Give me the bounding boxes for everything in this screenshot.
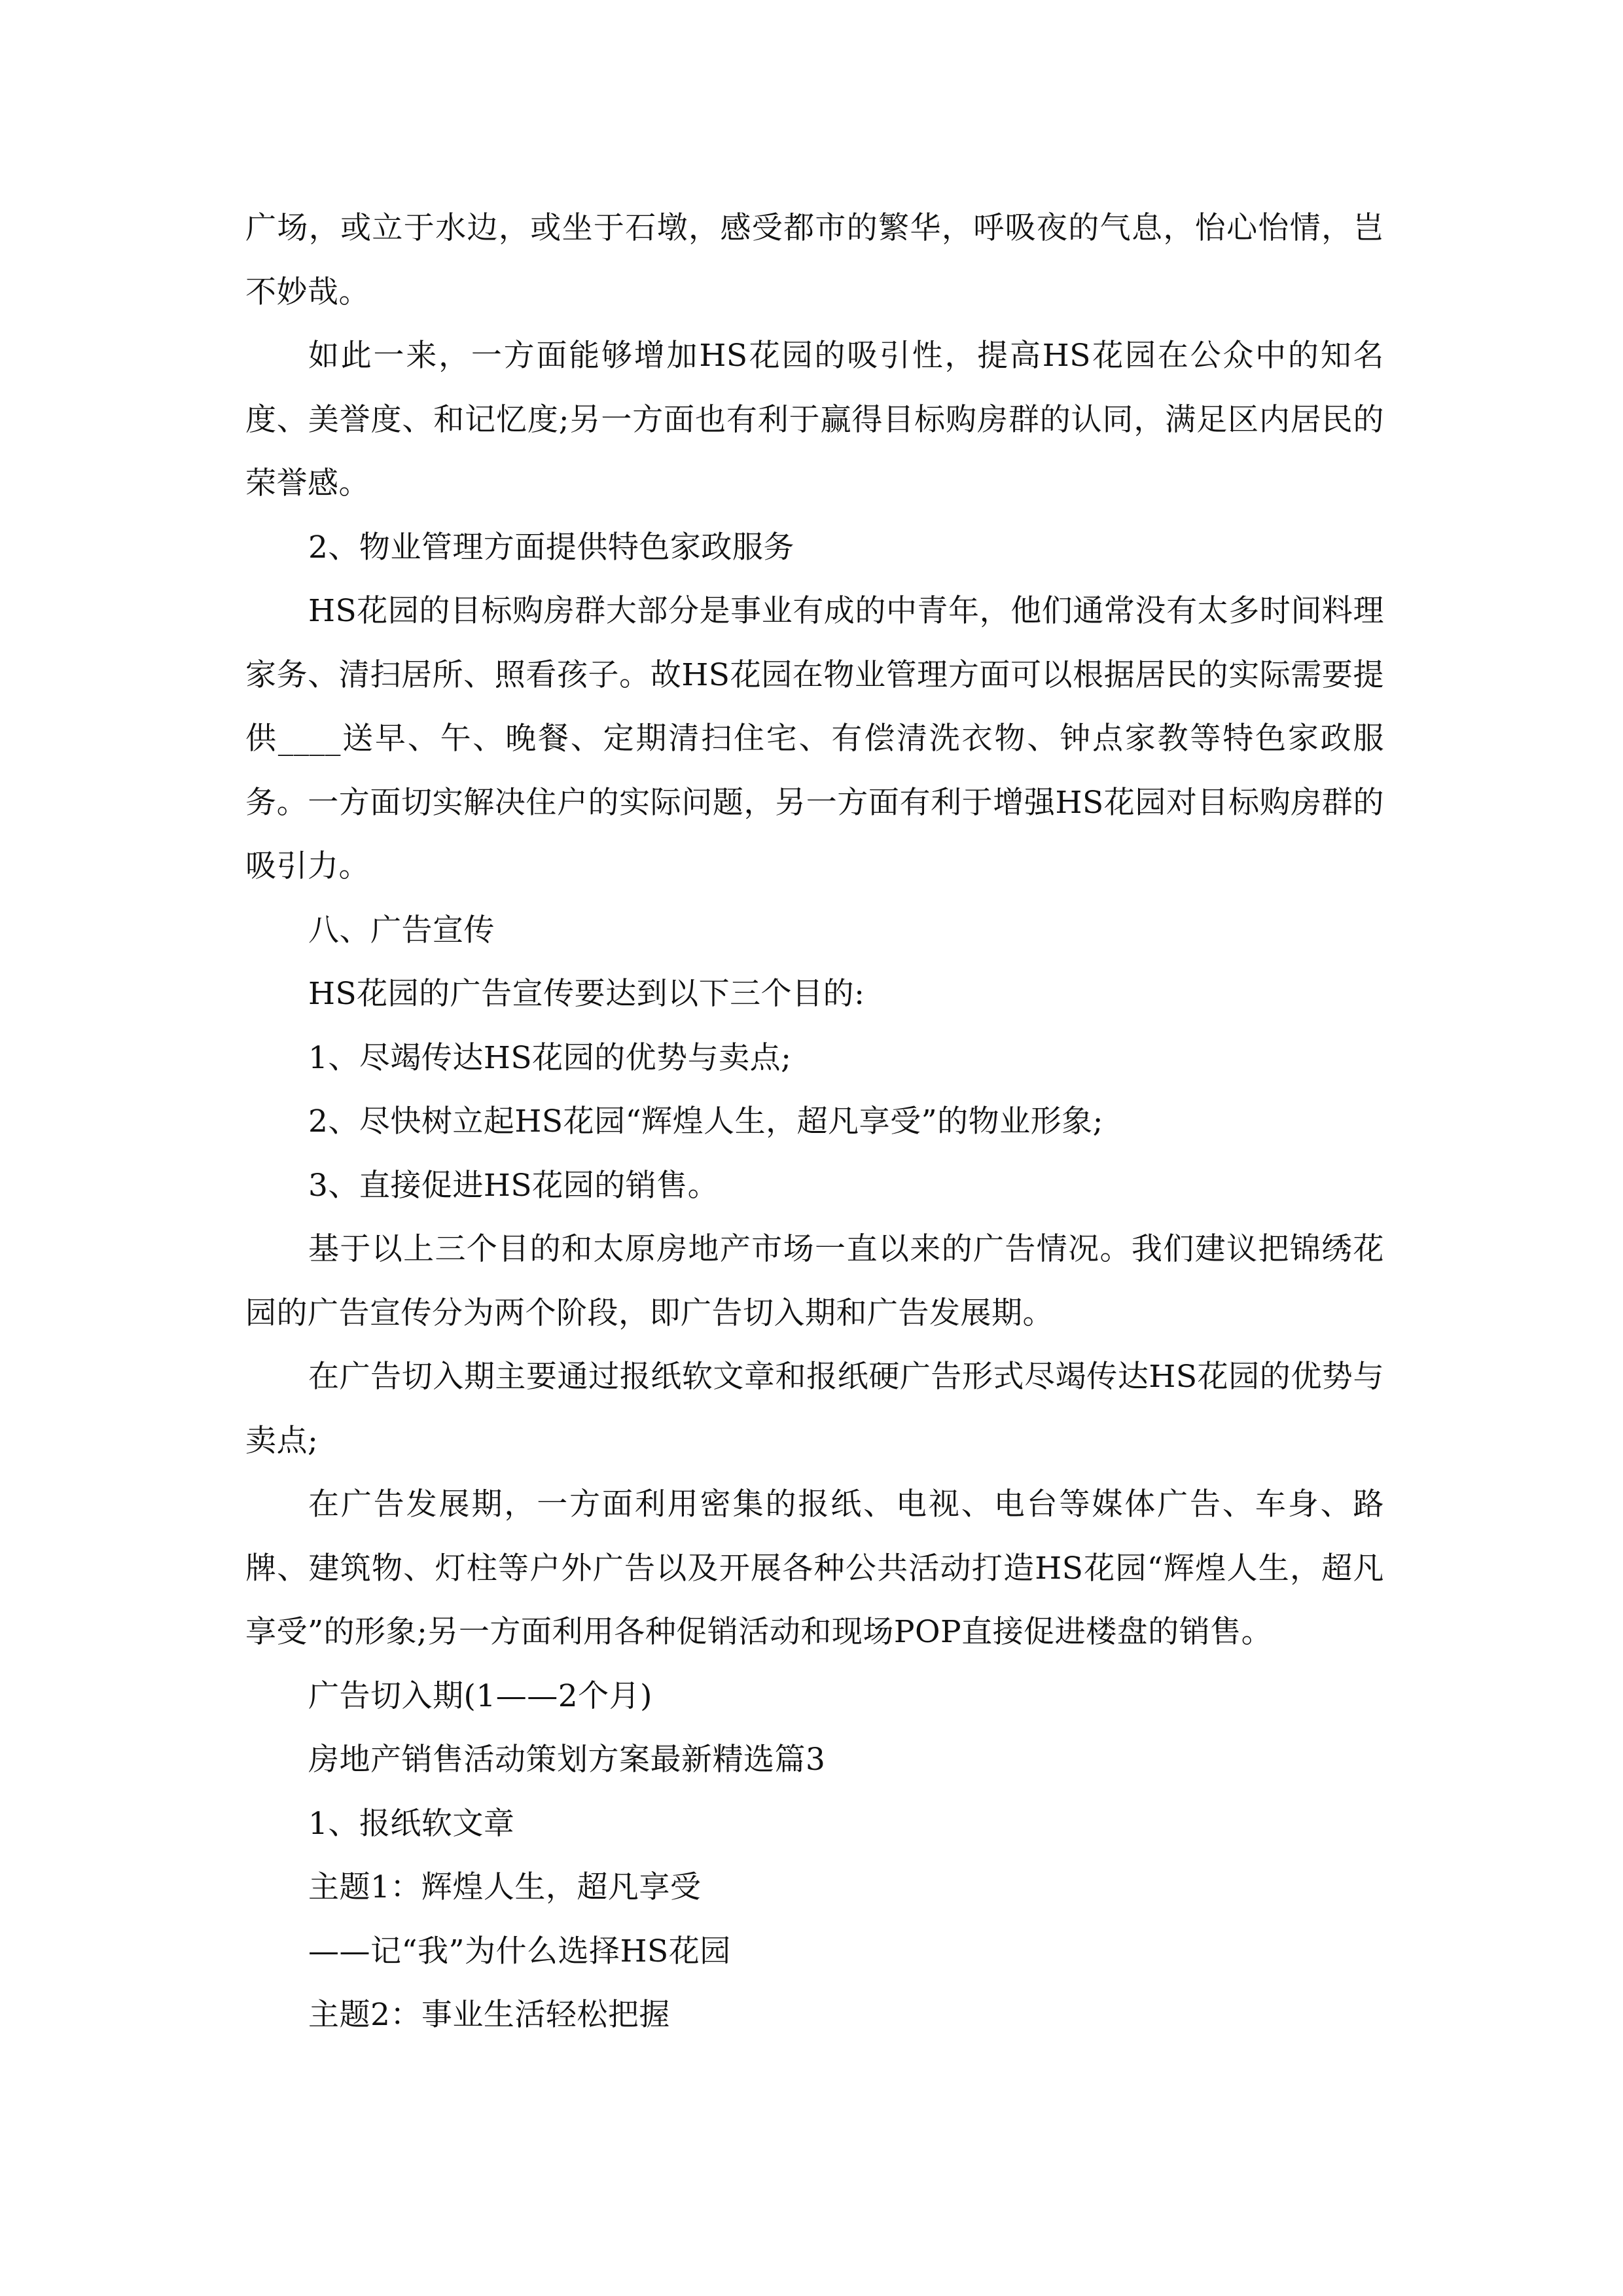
paragraph: 主题1：辉煌人生，超凡享受 xyxy=(308,1869,702,1905)
paragraph: 如此一来，一方面能够增加HS花园的吸引性，提高HS花园在公众中的知名度、美誉度、和记忆度;另一方面也有利于赢得目标购房群的认同，满足区内居民的荣誉感。 xyxy=(245,338,1384,501)
paragraph: 广告切入期(1——2个月) xyxy=(308,1677,652,1714)
paragraph: ——记“我”为什么选择HS花园 xyxy=(308,1933,731,1969)
list-item: 1、尽竭传达HS花园的优势与卖点; xyxy=(308,1039,792,1076)
section-heading: 八、广告宣传 xyxy=(308,912,495,948)
document-body xyxy=(245,196,1384,2047)
paragraph: 广场，或立于水边，或坐于石墩，感受都市的繁华，呼吸夜的气息，怡心怡情，岂不妙哉。 xyxy=(245,210,1384,310)
list-item: 1、报纸软文章 xyxy=(308,1805,515,1842)
list-item: 2、尽快树立起HS花园“辉煌人生，超凡享受”的物业形象; xyxy=(308,1103,1103,1139)
paragraph: HS花园的目标购房群大部分是事业有成的中青年，他们通常没有太多时间料理家务、清扫居所、照看孩子。故HS花园在物业管理方面可以根据居民的实际需要提供____送早、午、晚餐、定期清扫住宅、有偿清洗衣物、钟点家教等特色家政服务。一方面切实解决住户的实际问题，另一方面有利于增强HS花园对目标购房群的吸引力。 xyxy=(245,593,1384,884)
paragraph: 基于以上三个目的和太原房地产市场一直以来的广告情况。我们建议把锦绣花园的广告宣传分为两个阶段，即广告切入期和广告发展期。 xyxy=(245,1231,1384,1331)
paragraph: HS花园的广告宣传要达到以下三个目的: xyxy=(308,976,865,1012)
list-item: 3、直接促进HS花园的销售。 xyxy=(308,1167,719,1204)
section-heading: 房地产销售活动策划方案最新精选篇3 xyxy=(308,1742,826,1778)
paragraph: 在广告切入期主要通过报纸软文章和报纸硬广告形式尽竭传达HS花园的优势与卖点; xyxy=(245,1359,1384,1459)
paragraph: 在广告发展期，一方面利用密集的报纸、电视、电台等媒体广告、车身、路牌、建筑物、灯柱等户外广告以及开展各种公共活动打造HS花园“辉煌人生，超凡享受”的形象;另一方面利用各种促销活动和现场POP直接促进楼盘的销售。 xyxy=(245,1486,1384,1650)
paragraph: 主题2：事业生活轻松把握 xyxy=(308,1997,670,2033)
section-heading: 2、物业管理方面提供特色家政服务 xyxy=(308,529,794,565)
